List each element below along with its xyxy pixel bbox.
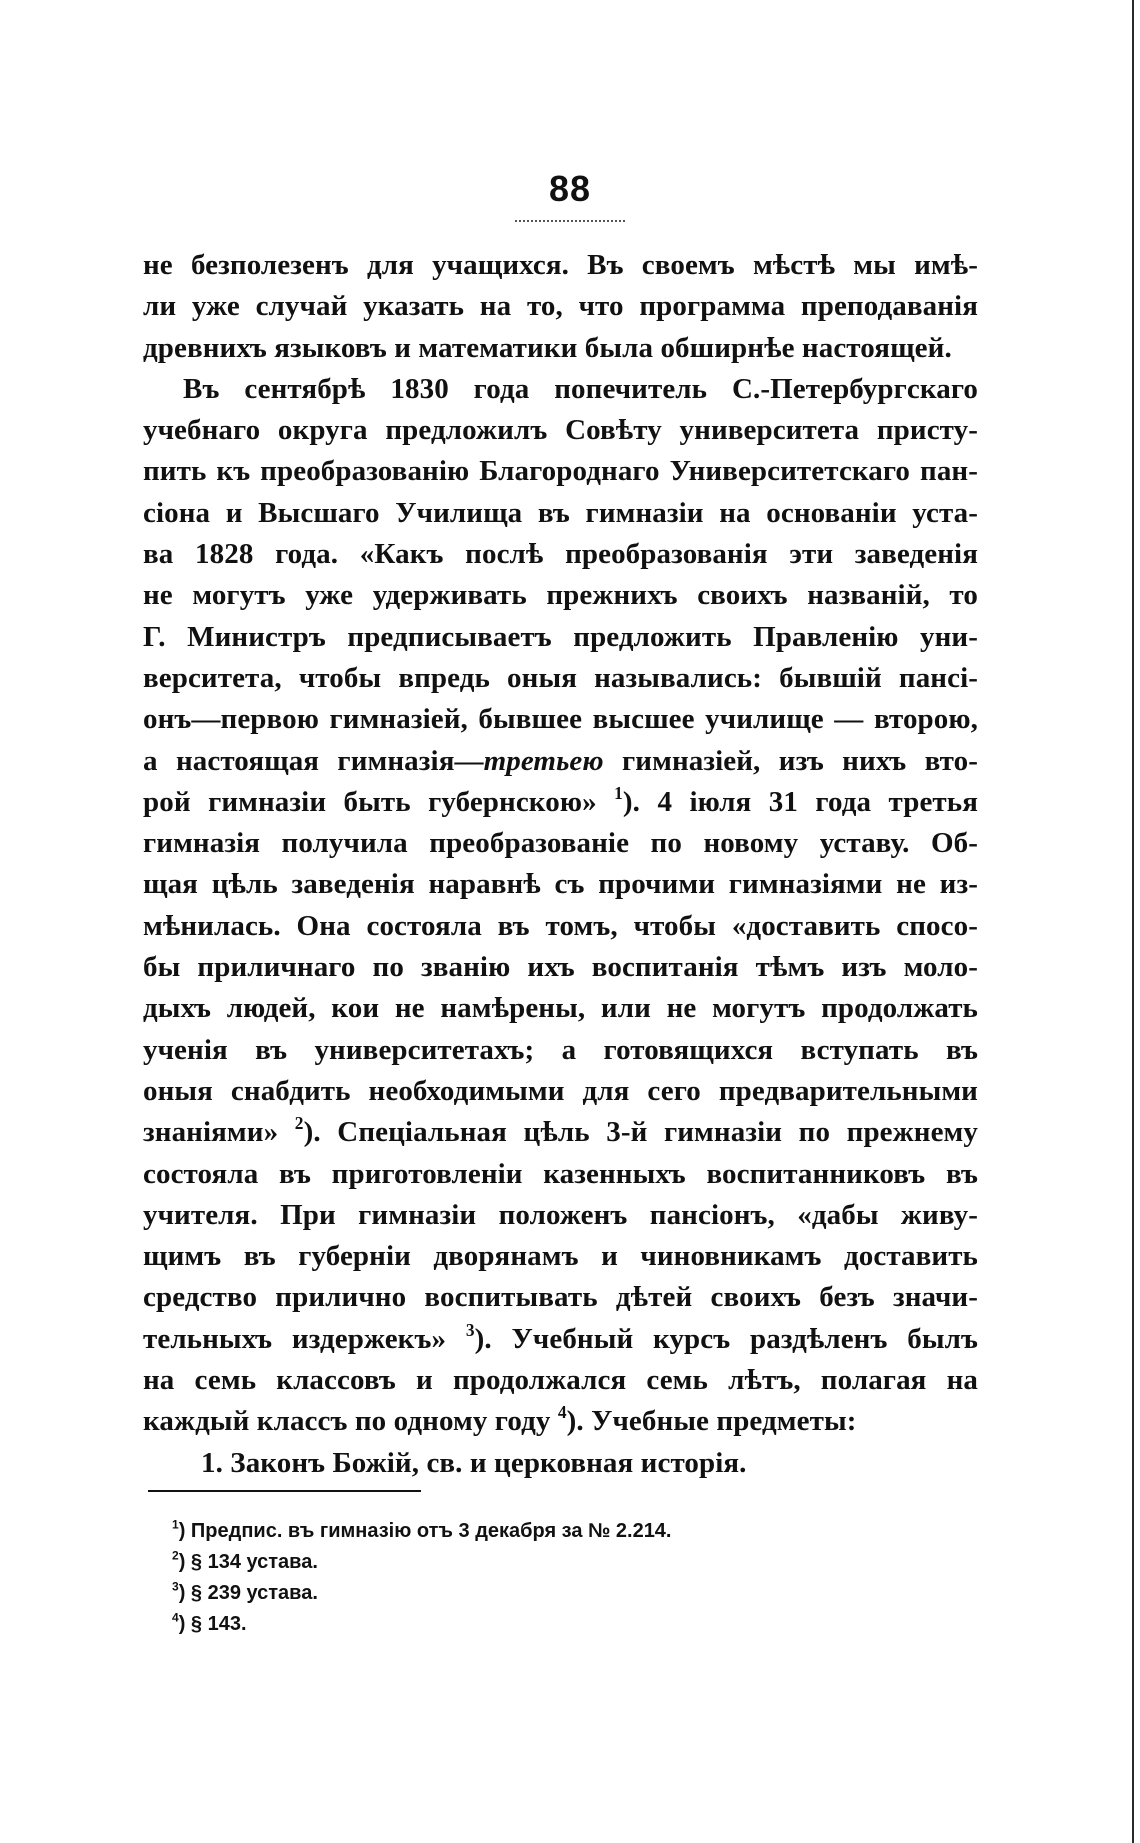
footnote [172, 1609, 872, 1640]
text-run: тельныхъ издержекъ» [143, 1322, 466, 1355]
text-line: Г. Министръ предписываетъ предложить Правленію уни- [143, 620, 978, 653]
page-edge-line [1132, 0, 1134, 1843]
text-line: пить къ преобразованію Благороднаго Университетскаго пан- [143, 455, 978, 488]
text-line: бы приличнаго по званію ихъ воспитанія тѣмъ изъ моло- [143, 951, 978, 984]
page-number-rule [515, 220, 625, 222]
text-line [143, 782, 978, 823]
text-line: гимназія получила преобразованіе по новому уставу. Об- [143, 827, 978, 860]
footnote-ref: 4 [557, 1402, 567, 1423]
text-line: на семь классовъ и продолжался семь лѣтъ, полагая на [143, 1364, 978, 1397]
text-run: каждый классъ по одному году [143, 1405, 558, 1438]
footnote-separator [148, 1490, 421, 1492]
footnote-text: ) Предпис. въ гимназію отъ 3 декабря за № 2.214. [178, 1520, 672, 1542]
footnote-ref: 3 [465, 1319, 475, 1340]
footnote-ref: 2 [294, 1113, 304, 1134]
text-line: не безполезенъ для учащихся. Въ своемъ мѣстѣ мы имѣ- [143, 249, 978, 281]
text-line: древнихъ языковъ и математики была обширнѣе настоящей. [143, 331, 952, 364]
text-run: ). Учебные предметы: [566, 1405, 857, 1438]
text-line [143, 1319, 978, 1360]
text-line: не могутъ уже удерживать прежнихъ своихъ названій, то [143, 579, 978, 612]
text-line: ученія въ университетахъ; а готовящихся вступать въ [143, 1033, 978, 1066]
text-line [143, 1112, 978, 1153]
footnote [172, 1578, 872, 1609]
text-line: учителя. При гимназіи положенъ пансіонъ, «дабы живу- [143, 1198, 978, 1231]
text-run: рой гимназіи быть губернскою» [143, 785, 615, 818]
text-line: состояла въ приготовленіи казенныхъ воспитанниковъ въ [143, 1157, 978, 1190]
footnote [172, 1547, 872, 1578]
footnote-mark: 4 [172, 1610, 179, 1625]
text-line: дыхъ людей, кои не намѣрены, или не могутъ продолжать [143, 992, 978, 1025]
text-line: верситета, чтобы впредь оныя назывались: бывшій пансі- [143, 661, 978, 694]
text-line: средство прилично воспитывать дѣтей своихъ безъ значи- [143, 1281, 978, 1314]
footnote-mark: 3 [172, 1579, 179, 1594]
text-line [143, 741, 978, 782]
text-line: оныя снабдить необходимыми для сего предварительными [143, 1074, 978, 1107]
footnote-text: ) § 239 устава. [178, 1582, 318, 1604]
text-run: ). Спеціальная цѣль 3-й гимназіи по прежнему [303, 1116, 978, 1149]
text-line [143, 1401, 978, 1442]
footnotes [172, 1516, 872, 1640]
text-line: мѣнилась. Она состояла въ томъ, чтобы «доставить спосо- [143, 909, 978, 942]
text-line: ли уже случай указать на то, что программа преподаванія [143, 290, 978, 323]
text-run: а настоящая гимназія— [143, 744, 484, 777]
page-number: 88 [548, 168, 592, 209]
text-run: знаніями» [143, 1116, 295, 1149]
footnote [172, 1516, 872, 1547]
footnote-mark: 1 [172, 1517, 179, 1532]
text-run: гимназіей, изъ нихъ вто- [603, 744, 978, 777]
footnote-text: ) § 134 устава. [178, 1551, 318, 1573]
emphasized-word: третьею [483, 744, 604, 777]
text-line: сіона и Высшаго Училища въ гимназіи на основаніи уста- [143, 496, 978, 529]
body-text [143, 245, 978, 1484]
text-line: учебнаго округа предложилъ Совѣту университета присту- [143, 414, 978, 447]
text-run: ). Учебный курсъ раздѣленъ былъ [474, 1322, 978, 1355]
text-line: щимъ въ губерніи дворянамъ и чиновникамъ доставить [143, 1240, 978, 1273]
footnote-ref: 1 [614, 782, 623, 803]
text-run: ). 4 іюля 31 года третья [622, 785, 978, 818]
text-line: Въ сентябрѣ 1830 года попечитель С.-Петербургскаго [183, 372, 978, 405]
footnote-text: ) § 143. [178, 1613, 247, 1635]
text-line: щая цѣль заведенія наравнѣ съ прочими гимназіями не из- [143, 868, 978, 901]
list-item: 1. Законъ Божій, св. и церковная исторія. [201, 1446, 747, 1479]
text-line: онъ—первою гимназіей, бывшее высшее училище — второю, [143, 703, 978, 736]
footnote-mark: 2 [172, 1548, 179, 1563]
text-line: ва 1828 года. «Какъ послѣ преобразованія эти заведенія [143, 538, 978, 571]
